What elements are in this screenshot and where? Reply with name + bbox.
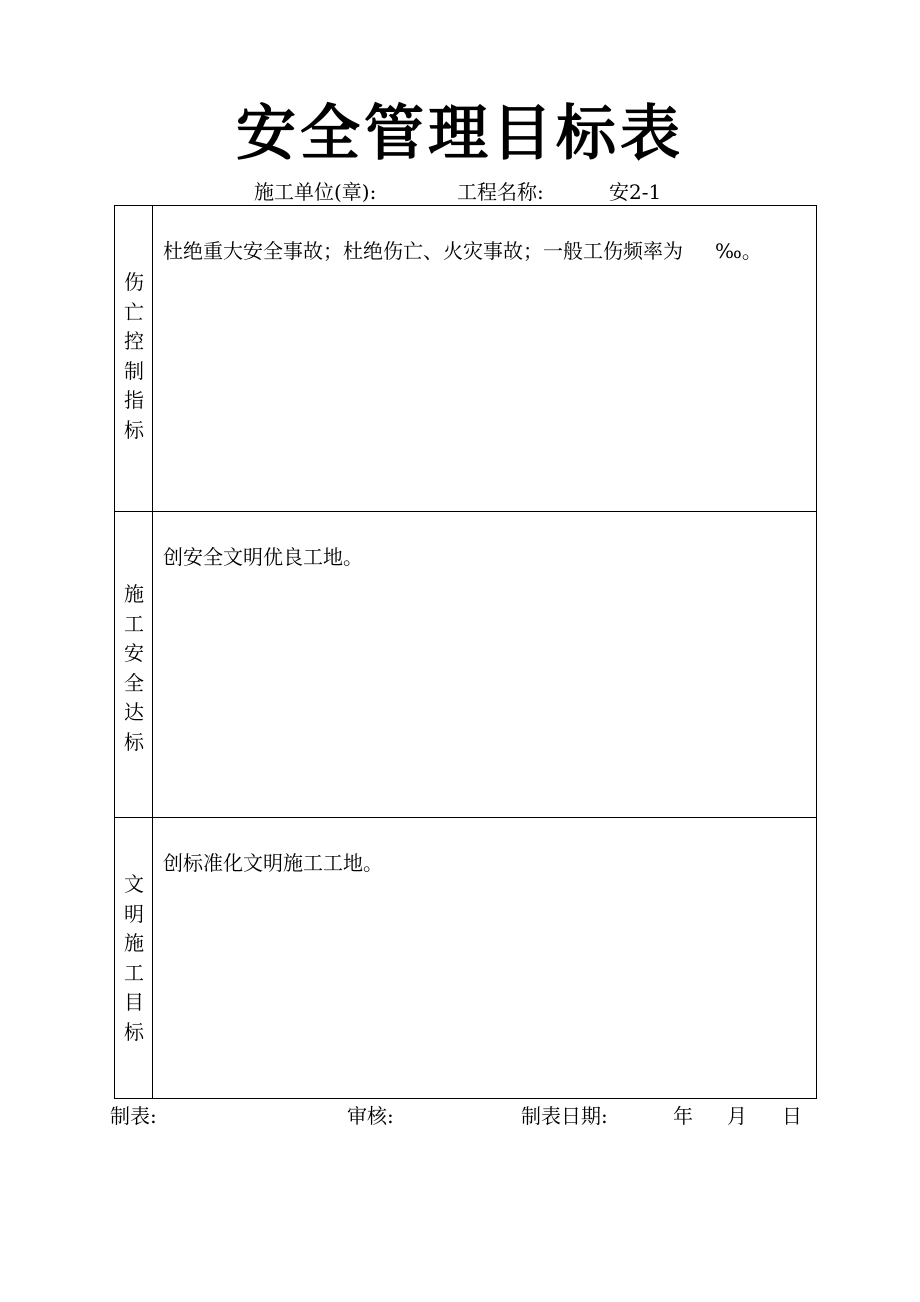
permille-suffix: ‰。 [715,239,762,263]
form-code: 安2-1 [609,180,662,204]
construction-safety-content: 创安全文明优良工地。 [163,545,363,569]
document-title: 安全管理目标表 [236,99,684,169]
year-label: 年 [673,1104,693,1128]
row-label-casualty-control: 伤亡控制指标 [124,270,144,442]
month-label: 月 [727,1104,747,1128]
casualty-control-content [163,236,762,266]
row-content-cell[interactable] [153,818,816,1098]
day-label: 日 [782,1104,802,1128]
table-row-construction-safety [115,512,816,818]
reviewer-label: 审核: [347,1104,394,1128]
row-label-construction-safety: 施工安全达标 [124,582,144,754]
table-maker-label: 制表: [110,1104,157,1128]
row-label-civilized-construction: 文明施工目标 [124,872,144,1044]
row-label-cell [115,818,153,1098]
table-row-casualty-control [115,206,816,512]
safety-target-table [114,205,817,1099]
table-row-civilized-construction [115,818,816,1098]
row-content-cell[interactable] [153,206,816,511]
row-label-cell [115,512,153,817]
construction-unit-label: 施工单位(章): [254,180,377,204]
casualty-control-text: 杜绝重大安全事故；杜绝伤亡、火灾事故；一般工伤频率为 [163,239,683,263]
civilized-construction-content: 创标准化文明施工工地。 [163,851,383,875]
project-name-label: 工程名称: [457,180,544,204]
date-label: 制表日期: [521,1104,608,1128]
row-label-cell [115,206,153,511]
row-content-cell[interactable] [153,512,816,817]
